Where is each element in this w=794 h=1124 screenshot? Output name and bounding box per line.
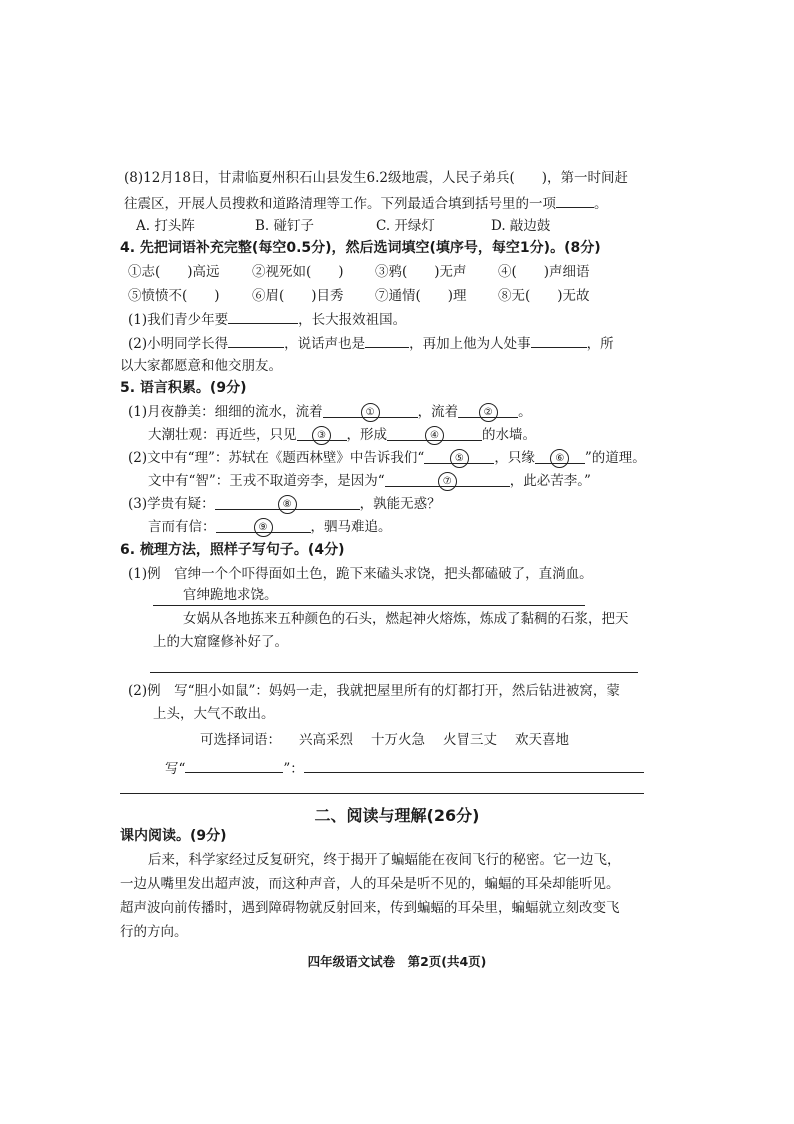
q4-s2-text: (2)小明同学长得 xyxy=(128,336,229,352)
option-b: B. 碰钉子 xyxy=(255,218,315,234)
choice-word-3: 火冒三丈 xyxy=(443,732,497,748)
q5-blank-7[interactable] xyxy=(385,471,510,487)
mark-5: ⑤ xyxy=(450,449,469,468)
passage-line4: 行的方向。 xyxy=(120,924,188,940)
q5-line4 xyxy=(148,471,591,491)
q5-l3-end: ”的道理。 xyxy=(584,450,646,466)
q4-s2-blank2[interactable] xyxy=(365,332,409,348)
mark-4: ④ xyxy=(425,426,444,445)
passage-line3: 超声波向前传播时，遇到障碍物就反射回来，传到蝙蝠的耳朵里，蝙蝠就立刻改变飞 xyxy=(120,900,620,916)
mark-2: ② xyxy=(479,403,498,422)
mark-1: ① xyxy=(361,403,380,422)
word-6: ⑥眉( )目秀 xyxy=(252,288,344,304)
q4-sentence2 xyxy=(128,332,614,354)
mark-8: ⑧ xyxy=(278,495,297,514)
q8-line2 xyxy=(124,192,608,214)
q6-sentence-blank[interactable] xyxy=(304,757,644,773)
q5-blank-1[interactable] xyxy=(323,402,418,418)
passage-line2: 一边从嘴里发出超声波，而这种声音，人的耳朵是听不见的，蝙蝠的耳朵却能听见。 xyxy=(120,876,620,892)
q5-l3-text: (2)文中有“理”：苏轼在《题西林壁》中告诉我们“ xyxy=(128,450,425,466)
q6-write-line xyxy=(165,757,644,779)
reading-subtitle: 课内阅读。(9分) xyxy=(120,828,227,844)
word-1: ①志( )高远 xyxy=(128,264,220,280)
q5-line3 xyxy=(128,448,646,468)
q5-blank-9[interactable] xyxy=(216,517,311,533)
option-c: C. 开绿灯 xyxy=(376,218,435,234)
q5-l1-text: (1)月夜静美：细细的流水，流着 xyxy=(128,404,323,420)
q4-s2-blank3[interactable] xyxy=(531,332,587,348)
q5-line1 xyxy=(128,402,532,422)
q5-blank-8[interactable] xyxy=(215,494,360,510)
choices-label: 可选择词语： xyxy=(200,732,281,748)
word-8: ⑧无( )无故 xyxy=(498,288,590,304)
mark-6: ⑥ xyxy=(550,449,569,468)
passage-line1: 后来，科学家经过反复研究，终于揭开了蝙蝠能在夜间飞行的秘密。它一边飞， xyxy=(148,852,621,868)
q4-s1-tail: ，长大报效祖国。 xyxy=(298,312,407,328)
q6-example1-answer: 官绅跪地求饶。 xyxy=(183,587,278,603)
q5-blank-5[interactable] xyxy=(424,448,494,464)
q6-answer-line-1[interactable] xyxy=(150,672,638,673)
word-3: ③鸦( )无声 xyxy=(375,264,467,280)
q5-blank-4[interactable] xyxy=(387,425,482,441)
section2-title: 二、阅读与理解(26分) xyxy=(314,806,480,825)
example-underline xyxy=(153,605,585,606)
q6-answer-line-2[interactable] xyxy=(120,793,644,794)
option-d: D. 敲边鼓 xyxy=(491,218,551,234)
q4-sentence1 xyxy=(128,308,406,330)
choice-word-1: 兴高采烈 xyxy=(299,732,353,748)
write-prefix: 写“ xyxy=(165,761,186,777)
q5-blank-6[interactable] xyxy=(535,448,585,464)
q5-l1-end: 。 xyxy=(518,404,532,420)
word-4: ④( )声细语 xyxy=(498,264,590,280)
q5-l5-text: (3)学贵有疑： xyxy=(128,496,215,512)
q4-title: 4. 先把词语补充完整(每空0.5分)，然后选词填空(填序号，每空1分)。(8分) xyxy=(120,240,601,256)
mark-9: ⑨ xyxy=(254,518,273,537)
q5-l5-end: ，孰能无惑？ xyxy=(359,496,441,512)
q6-title: 6. 梳理方法，照样子写句子。(4分) xyxy=(120,542,345,558)
option-a: A. 打头阵 xyxy=(136,218,195,234)
q6-word-blank[interactable] xyxy=(185,757,283,773)
q5-line2 xyxy=(148,425,536,445)
q5-line6 xyxy=(148,517,392,537)
q5-l3-mid: ，只缘 xyxy=(494,450,535,466)
q5-l2-mid: ，形成 xyxy=(346,427,387,443)
q5-l4-end: ，此必苦李。” xyxy=(509,473,591,489)
page-footer: 四年级语文试卷 第2页(共4页) xyxy=(307,954,487,969)
q6-word-choices xyxy=(200,730,587,750)
choice-word-2: 十万火急 xyxy=(371,732,425,748)
q4-s2-blank1[interactable] xyxy=(228,332,284,348)
word-7: ⑦通情( )理 xyxy=(375,288,467,304)
word-2: ②视死如( ) xyxy=(252,264,344,280)
q8-line2-end: 。 xyxy=(594,196,608,212)
q5-blank-2[interactable] xyxy=(458,402,518,418)
q4-sentence2-line2: 以大家都愿意和他交朋友。 xyxy=(120,358,282,374)
word-5: ⑤愤愤不( ) xyxy=(128,288,220,304)
choice-word-4: 欢天喜地 xyxy=(515,732,569,748)
q4-s2-end: ，所 xyxy=(586,336,614,352)
q6-task1-line2: 上的大窟窿修补好了。 xyxy=(153,634,288,650)
q5-l6-end: ，驷马难追。 xyxy=(310,519,392,535)
q8-line2-text: 往震区，开展人员搜救和道路清理等工作。下列最适合填到括号里的一项 xyxy=(124,196,556,212)
q5-l6-text: 言而有信： xyxy=(148,519,216,535)
mark-3: ③ xyxy=(312,426,331,445)
q5-blank-3[interactable] xyxy=(297,425,347,441)
q4-s1-blank[interactable] xyxy=(228,308,298,324)
q8-answer-blank[interactable] xyxy=(556,192,594,208)
q5-l2-text: 大潮壮观：再近些，只见 xyxy=(148,427,297,443)
q4-s2-mid2: ，再加上他为人处事 xyxy=(409,336,531,352)
write-colon: ”： xyxy=(283,761,304,777)
q8-line1: (8)12月18日，甘肃临夏州积石山县发生6.2级地震，人民子弟兵( )，第一时间赶 xyxy=(124,170,628,186)
q5-title: 5. 语言积累。(9分) xyxy=(120,380,247,396)
q5-l4-text: 文中有“智”：王戎不取道旁李，是因为“ xyxy=(148,473,385,489)
q4-s2-mid: ，说话声也是 xyxy=(284,336,366,352)
q5-l2-end: 的水墙。 xyxy=(482,427,536,443)
q6-example2-line2: 上头，大气不敢出。 xyxy=(153,706,275,722)
mark-7: ⑦ xyxy=(438,472,457,491)
q6-example1: (1)例 官绅一个个吓得面如土色，跪下来磕头求饶，把头都磕破了，直淌血。 xyxy=(128,566,593,582)
q5-l1-mid: ，流着 xyxy=(417,404,459,420)
q5-line5 xyxy=(128,494,441,514)
q6-task1-line1: 女娲从各地拣来五种颜色的石头，燃起神火熔炼，炼成了黏稠的石浆，把天 xyxy=(183,611,629,627)
q6-example2-line1: (2)例 写“胆小如鼠”：妈妈一走，我就把屋里所有的灯都打开，然后钻进被窝，蒙 xyxy=(128,683,620,699)
q4-s1-text: (1)我们青少年要 xyxy=(128,312,229,328)
